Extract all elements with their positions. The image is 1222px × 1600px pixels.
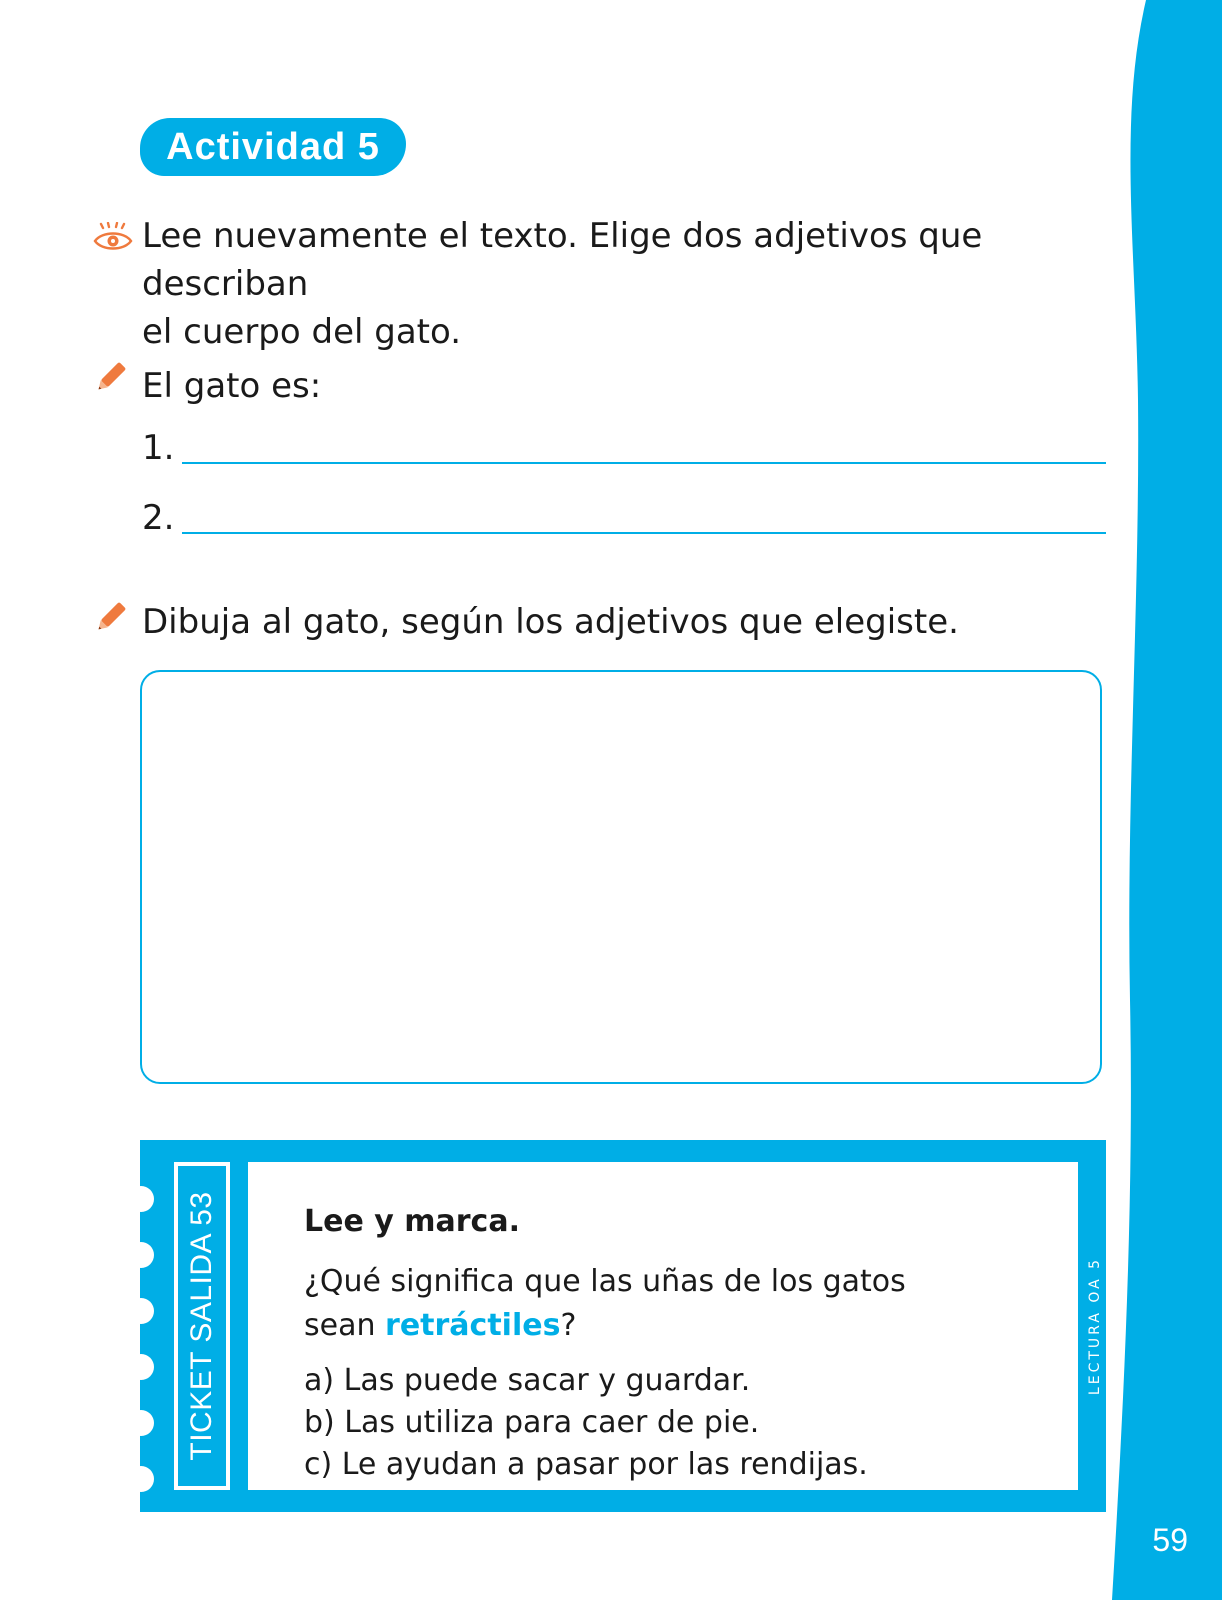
ticket-notch: [128, 1242, 154, 1268]
ticket-notch: [128, 1298, 154, 1324]
answer-number-1: 1.: [142, 428, 175, 468]
ticket-notch: [128, 1186, 154, 1212]
ticket-notch: [128, 1354, 154, 1380]
instruction-line-1: Lee nuevamente el texto. Elige dos adjetivos que describan: [142, 216, 983, 304]
ticket-code: LECTURA OA 5: [1087, 1256, 1103, 1396]
eye-icon: [92, 222, 134, 254]
option-c[interactable]: c) Le ayudan a pasar por las rendijas.: [304, 1447, 868, 1482]
drawing-prompt: Dibuja al gato, según los adjetivos que elegiste.: [142, 602, 959, 642]
answer-prompt: El gato es:: [142, 366, 322, 406]
question-mark: ?: [560, 1308, 577, 1343]
exit-ticket: [140, 1140, 1106, 1512]
ticket-label: TICKET SALIDA 53: [185, 1191, 218, 1461]
answer-line-1[interactable]: [182, 462, 1106, 464]
drawing-box[interactable]: [140, 670, 1102, 1084]
ticket-question: [304, 1260, 924, 1348]
question-text: ¿Qué significa que las uñas de los gatos sean: [304, 1264, 906, 1343]
ticket-notch: [128, 1410, 154, 1436]
instruction-line-2: el cuerpo del gato.: [142, 312, 462, 352]
pencil-icon: [92, 596, 132, 636]
ticket-panel: [248, 1162, 1078, 1490]
answer-line-2[interactable]: [182, 532, 1106, 534]
option-b[interactable]: b) Las utiliza para caer de pie.: [304, 1405, 760, 1440]
answer-number-2: 2.: [142, 498, 175, 538]
question-keyword: retráctiles: [385, 1308, 561, 1343]
option-a[interactable]: a) Las puede sacar y guardar.: [304, 1363, 751, 1398]
side-band: [1112, 0, 1222, 1600]
instruction-text: [142, 212, 1112, 356]
ticket-heading: Lee y marca.: [304, 1204, 520, 1239]
page-number: 59: [1152, 1522, 1188, 1558]
activity-badge: Actividad 5: [140, 118, 406, 176]
pencil-icon: [92, 356, 132, 396]
ticket-notch: [128, 1466, 154, 1492]
